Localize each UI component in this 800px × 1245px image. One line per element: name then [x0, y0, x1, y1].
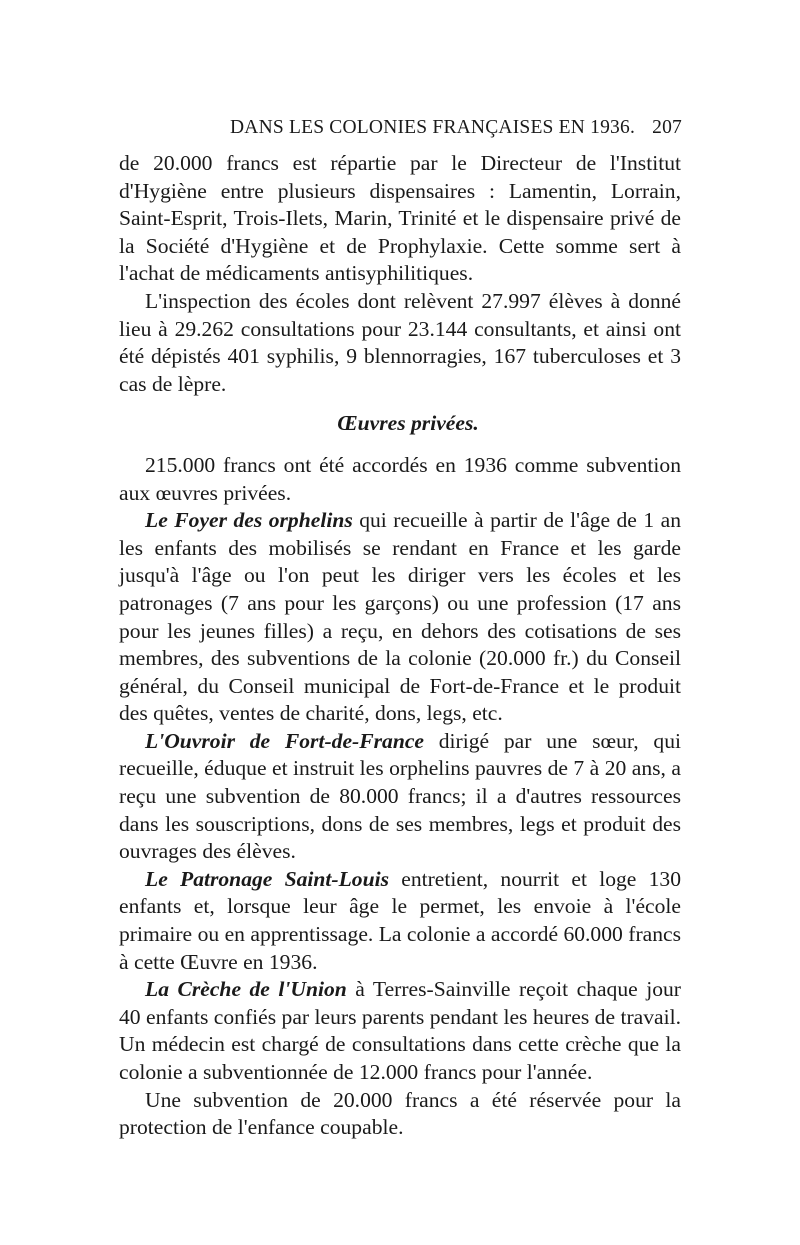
work-name: L'Ouvroir de Fort-de-France	[145, 728, 425, 753]
paragraph-text: dirigé par une sœur, qui recueille, éduque et instruit les orphelins pauvres de 7 à 20 ans, a reçu une subvention de 80.000 francs; il a d'autres ressources dans les souscriptions, dons de ses membres, legs et produit des ouvrages des élèves.	[119, 728, 681, 864]
section-heading: Œuvres privées.	[337, 411, 479, 436]
work-name: La Crèche de l'Union	[145, 977, 347, 1002]
page-number: 207	[652, 117, 682, 138]
paragraph-subsidy-total: 215.000 francs ont été accordés en 1936 comme subvention aux œuvres privées.	[119, 452, 681, 505]
paragraph-school-inspection: L'inspection des écoles dont relèvent 27.997 élèves à donné lieu à 29.262 consultations pour 23.144 consultants, et ainsi ont été dépistés 401 syphilis, 9 blennorragies, 167 tuberculoses et 3 cas de lèpre.	[119, 288, 681, 396]
paragraph-text: entretient, nourrit et loge 130 enfants et, lorsque leur âge le permet, les envoie à l'école primaire ou en apprentissage. La colonie a accordé 60.000 francs à cette Œuvre en 1936.	[119, 866, 681, 974]
paragraph-foyer-orphelins	[119, 507, 681, 728]
work-name: Le Foyer des orphelins	[145, 508, 353, 533]
work-name: Le Patronage Saint-Louis	[145, 866, 390, 891]
paragraph-patronage	[119, 866, 681, 976]
running-header	[119, 117, 682, 139]
paragraph-creche	[119, 976, 681, 1086]
paragraph-enfance-coupable: Une subvention de 20.000 francs a été réservée pour la protection de l'enfance coupable.	[119, 1087, 681, 1140]
paragraph-text: à Terres-Sainville reçoit chaque jour 40 enfants confiés par leurs parents pendant les heures de travail. Un médecin est chargé de consultations dans cette crèche que la colonie a subventionnée de 12.000 francs pour l'année.	[119, 977, 681, 1084]
body-text	[119, 150, 681, 1142]
paragraph-ouvroir	[119, 728, 681, 866]
paragraph-text: qui recueille à partir de l'âge de 1 an les enfants des mobilisés se rendant en France et les garde jusqu'à l'âge ou l'on peut les diriger vers les écoles et les patronages (7 ans pour les garçons) ou une profession (17 ans pour les jeunes filles) a reçu, en dehors des cotisations de ses membres, des subventions de la colonie (20.000 fr.) du Conseil général, du Conseil municipal de Fort-de-France et le produit des quêtes, ventes de charité, dons, legs, etc.	[119, 508, 681, 726]
paragraph-dispensaries: de 20.000 francs est répartie par le Directeur de l'Institut d'Hygiène entre plusieurs dispensaires : Lamentin, Lorrain, Saint-Esprit, Trois-Ilets, Marin, Trinité et le dispensaire privé de la Société d'Hygiène et de Prophylaxie. Cette somme sert à l'achat de médicaments antisyphilitiques.	[119, 151, 681, 286]
running-title: DANS LES COLONIES FRANÇAISES EN 1936.	[230, 117, 636, 138]
